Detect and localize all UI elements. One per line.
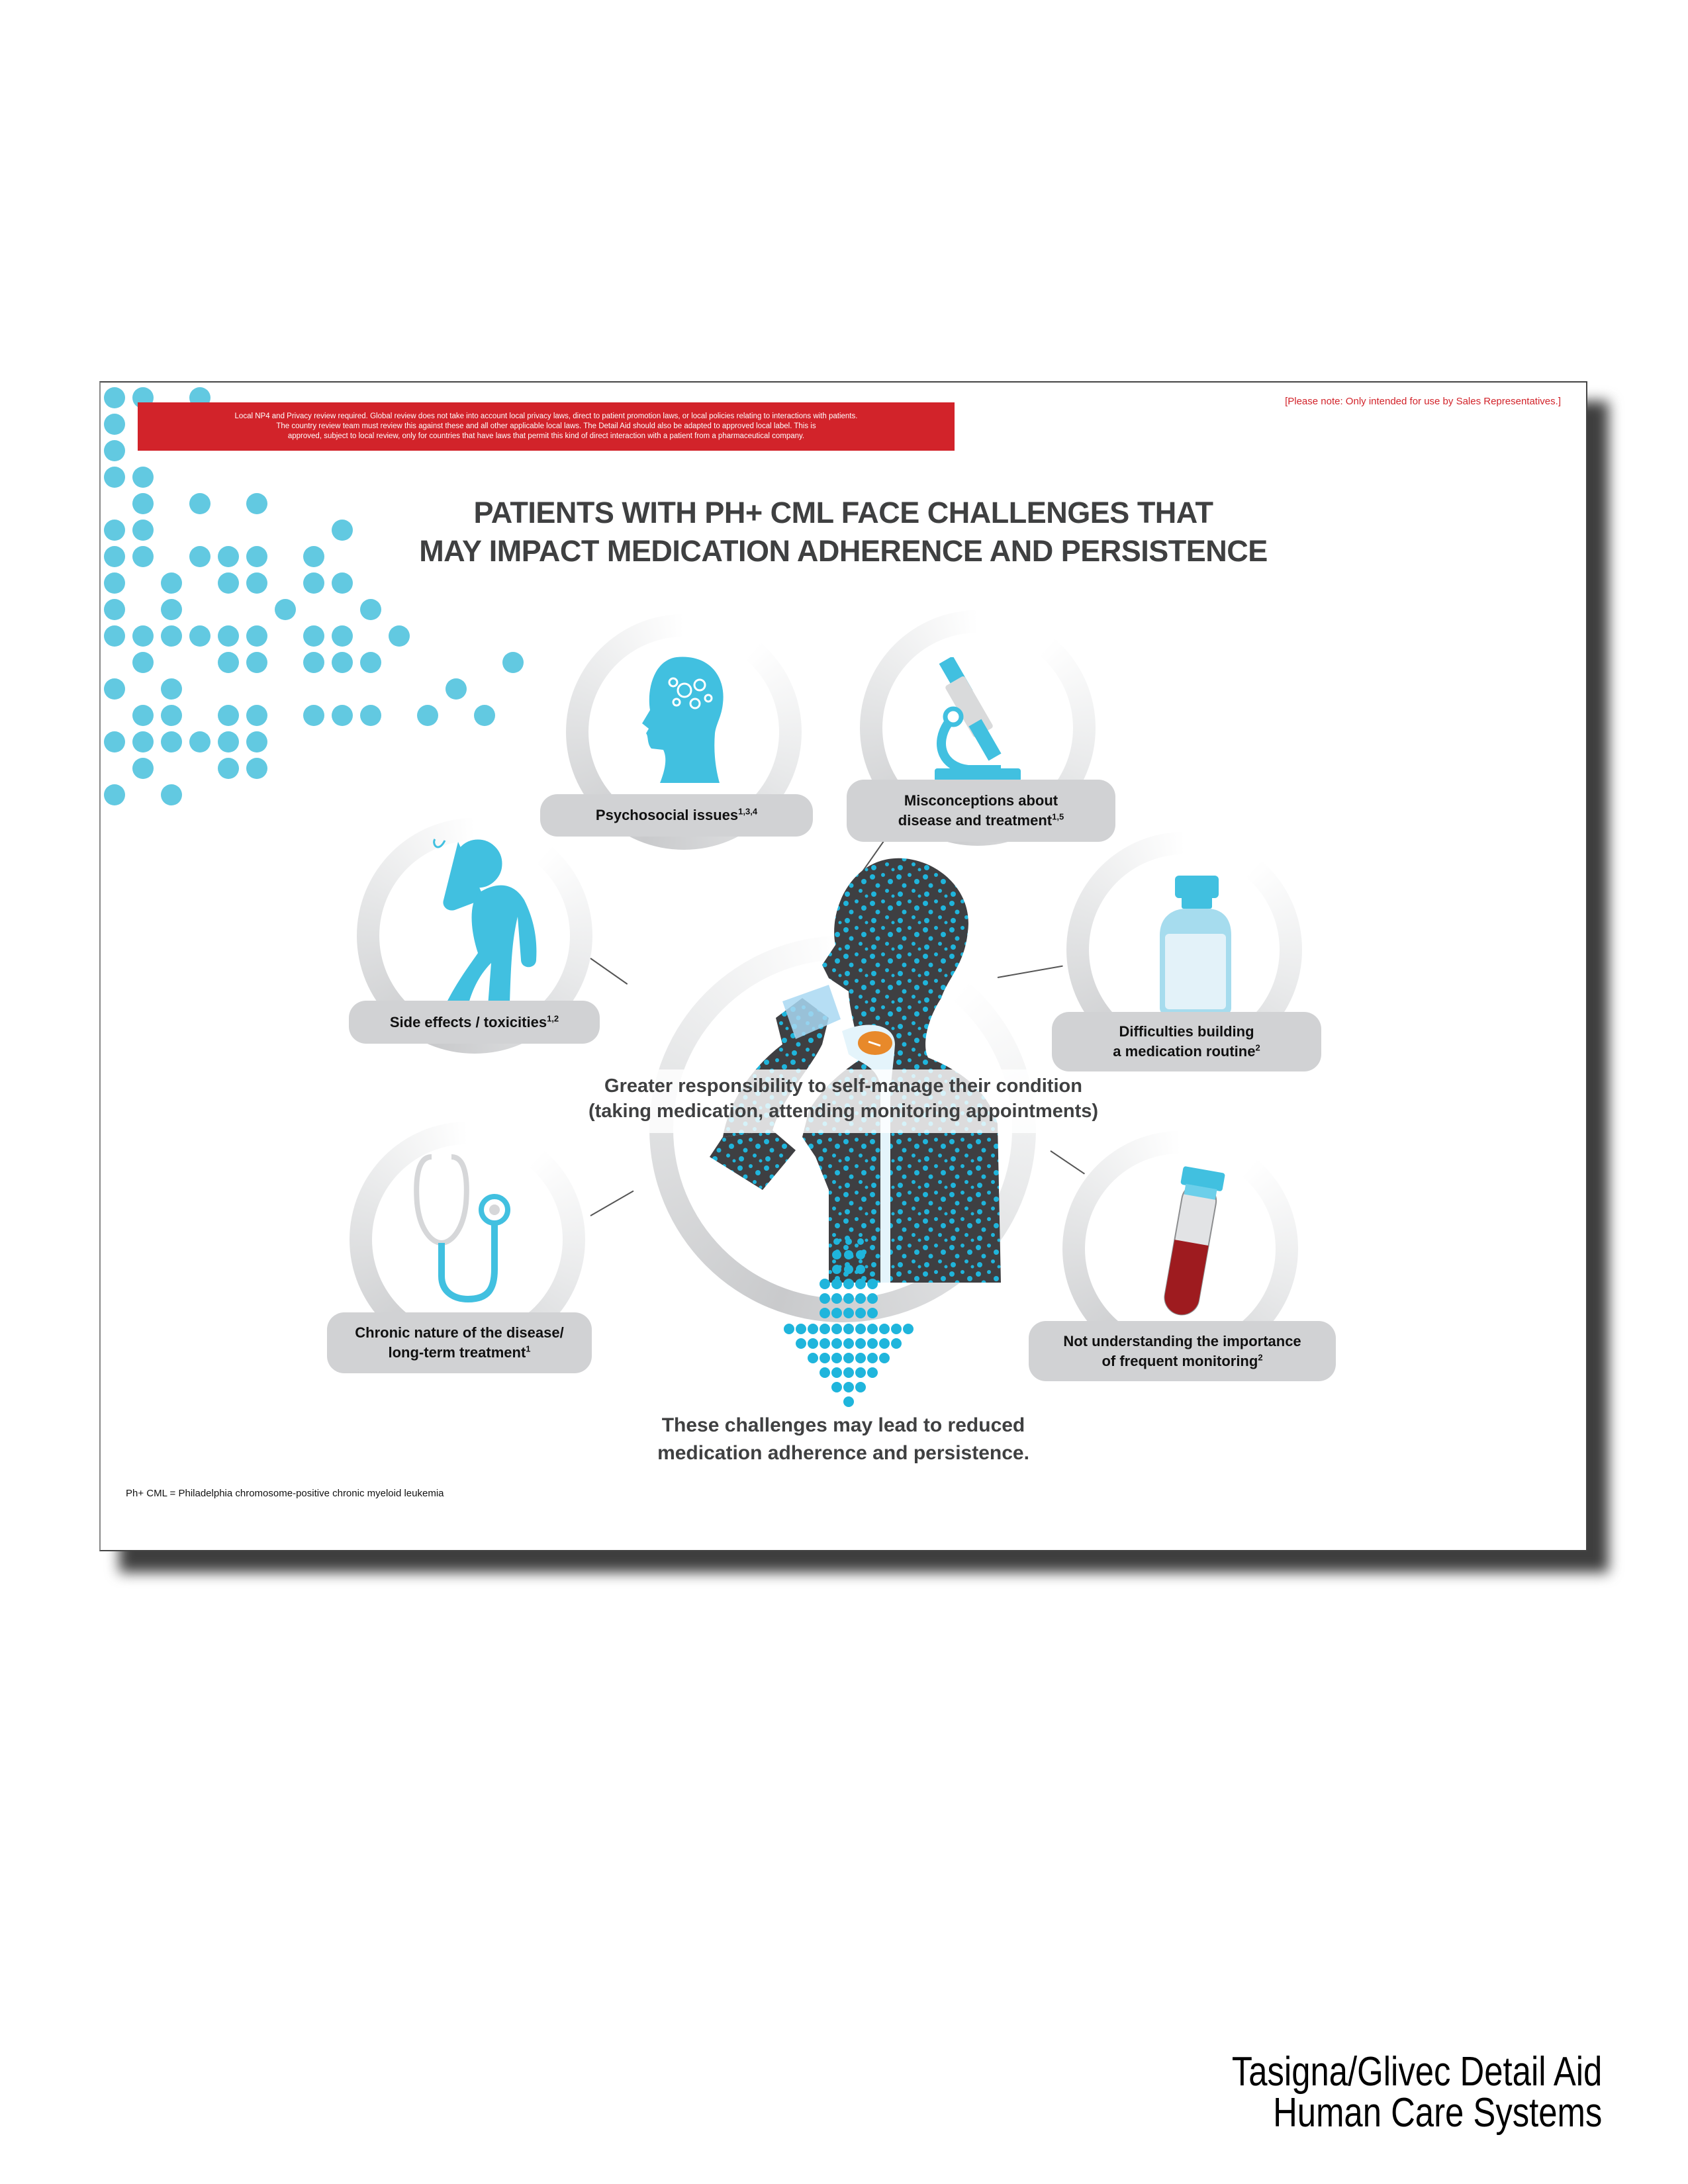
label-text: long-term treatment [388, 1344, 526, 1361]
distressed-person-icon [432, 834, 544, 1006]
decorative-dot [303, 652, 324, 673]
decorative-dot [218, 758, 239, 779]
sales-note: [Please note: Only intended for use by Sales Representatives.] [1285, 396, 1561, 407]
center-statement [101, 1073, 1586, 1124]
decorative-dot [246, 625, 267, 647]
decorative-dot [189, 625, 211, 647]
decorative-dot [360, 652, 381, 673]
challenge-label-psychosocial [540, 794, 813, 837]
label-text: a medication routine [1113, 1043, 1256, 1060]
conclusion-statement [101, 1412, 1586, 1467]
decorative-dot [132, 625, 154, 647]
decorative-dot [161, 678, 182, 700]
decorative-dot [104, 678, 125, 700]
medicine-bottle-icon [1160, 876, 1233, 1015]
connector-line [590, 1191, 634, 1216]
decorative-dot [161, 572, 182, 594]
page-title [101, 494, 1586, 570]
decorative-dot [104, 440, 125, 461]
microscope-icon [921, 657, 1027, 783]
decorative-dot [189, 731, 211, 752]
decorative-dot [332, 652, 353, 673]
challenge-label-chronic [327, 1312, 592, 1373]
label-text: Misconceptions about [904, 792, 1058, 809]
review-banner [138, 402, 955, 451]
decorative-dot [104, 387, 125, 408]
decorative-dot [332, 625, 353, 647]
decorative-dot [218, 572, 239, 594]
decorative-dot [303, 625, 324, 647]
decorative-dot [246, 572, 267, 594]
decorative-dot [132, 705, 154, 726]
decorative-dot [132, 731, 154, 752]
decorative-dot [502, 652, 524, 673]
decorative-dot [104, 625, 125, 647]
reference-superscript: 2 [1255, 1042, 1260, 1053]
decorative-dot [303, 705, 324, 726]
downward-arrow-icon [776, 1236, 921, 1408]
blood-test-tube-icon [1160, 1163, 1226, 1322]
decorative-dot [303, 572, 324, 594]
connector-line [590, 958, 628, 985]
decorative-dot [218, 652, 239, 673]
decorative-dot [218, 625, 239, 647]
label-text: Difficulties building [1119, 1023, 1254, 1040]
decorative-dot [104, 731, 125, 752]
challenge-label-routine [1052, 1012, 1321, 1071]
head-gears-icon [637, 651, 729, 783]
decorative-dot [332, 572, 353, 594]
title-line-2: MAY IMPACT MEDICATION ADHERENCE AND PERSISTENCE [419, 534, 1268, 568]
decorative-dot [360, 599, 381, 620]
decorative-dot [275, 599, 296, 620]
decorative-dot [389, 625, 410, 647]
challenge-label-misconceptions [847, 780, 1115, 842]
decorative-dot [104, 599, 125, 620]
decorative-dot [246, 652, 267, 673]
label-text: Not understanding the importance [1063, 1332, 1301, 1349]
decorative-dot [246, 758, 267, 779]
detail-aid-page [99, 381, 1587, 1551]
conclusion-line-2: medication adherence and persistence. [657, 1442, 1029, 1464]
decorative-dot [161, 731, 182, 752]
banner-line: The country review team must review this against these and all other applicable local laws. The Detail Aid should also be adapted to approved local label. This is [276, 422, 816, 430]
abbreviation-footnote: Ph+ CML = Philadelphia chromosome-positive chronic myeloid leukemia [126, 1488, 444, 1499]
decorative-dot [104, 572, 125, 594]
challenge-label-side-effects [349, 1001, 600, 1044]
title-line-1: PATIENTS WITH PH+ CML FACE CHALLENGES THAT [473, 496, 1213, 529]
decorative-dot [417, 705, 438, 726]
label-text: Side effects / toxicities [389, 1013, 547, 1030]
stethoscope-icon [405, 1150, 538, 1302]
decorative-dot [246, 705, 267, 726]
reference-superscript: 2 [1258, 1352, 1263, 1363]
decorative-dot [218, 731, 239, 752]
decorative-dot [132, 467, 154, 488]
center-line-1: Greater responsibility to self-manage their condition [604, 1075, 1082, 1097]
decorative-dot [360, 705, 381, 726]
decorative-dot [104, 784, 125, 805]
reference-superscript: 1 [526, 1343, 531, 1354]
conclusion-line-1: These challenges may lead to reduced [661, 1414, 1025, 1436]
decorative-dot [161, 784, 182, 805]
decorative-dot [161, 625, 182, 647]
decorative-dot [132, 652, 154, 673]
decorative-dot [474, 705, 495, 726]
footer-line-2: Human Care Systems [1272, 2090, 1602, 2136]
decorative-dot [332, 705, 353, 726]
decorative-dot [246, 731, 267, 752]
label-text: Psychosocial issues [595, 807, 739, 823]
decorative-dot [445, 678, 467, 700]
label-text: Chronic nature of the disease/ [355, 1324, 564, 1341]
reference-superscript: 1,2 [547, 1013, 559, 1024]
label-text: of frequent monitoring [1102, 1352, 1258, 1369]
banner-line: approved, subject to local review, only for countries that have laws that permit this kind of direct interaction with a patient from a pharmaceutical company. [287, 432, 805, 440]
decorative-dot [161, 705, 182, 726]
banner-line: Local NP4 and Privacy review required. Global review does not take into account local privacy laws, direct to patient promotion laws, or local policies relating to interactions with patients. [234, 412, 858, 420]
label-text: disease and treatment [898, 812, 1053, 829]
decorative-dot [104, 467, 125, 488]
decorative-dot [104, 414, 125, 435]
decorative-dot [161, 599, 182, 620]
reference-superscript: 1,3,4 [738, 806, 758, 817]
decorative-dot [218, 705, 239, 726]
reference-superscript: 1,5 [1052, 811, 1064, 822]
footer-line-1: Tasigna/Glivec Detail Aid [1231, 2049, 1602, 2095]
decorative-dot [132, 758, 154, 779]
center-line-2: (taking medication, attending monitoring appointments) [588, 1101, 1099, 1122]
document-footer [1231, 2049, 1602, 2136]
challenge-label-monitoring [1029, 1321, 1336, 1381]
